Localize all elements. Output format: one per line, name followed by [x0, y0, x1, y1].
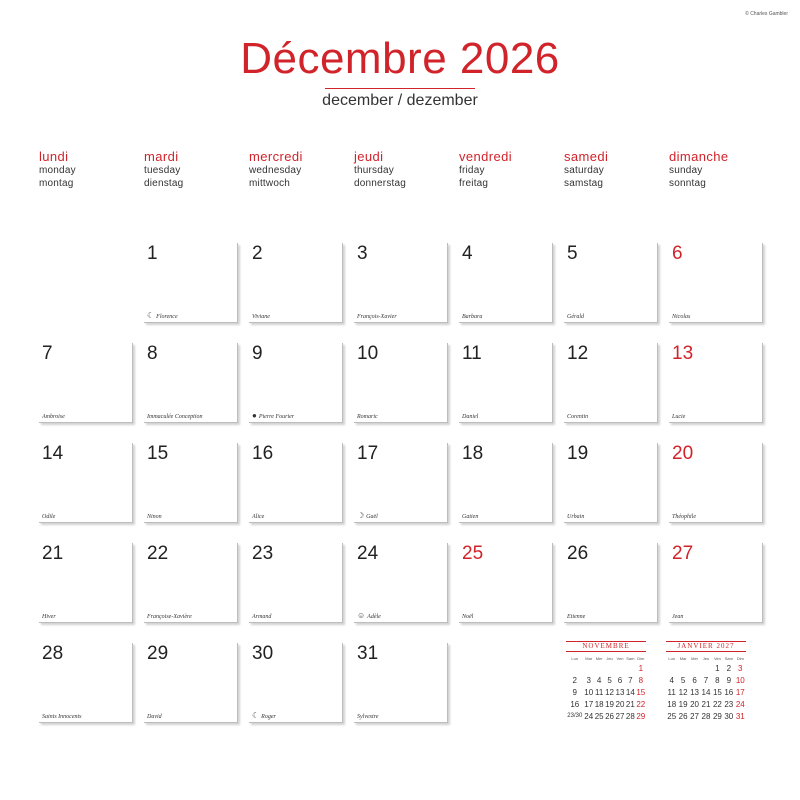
mini-day: 14 [701, 687, 711, 697]
saint-label: Daniel [462, 414, 479, 420]
saint-label: Gaël [366, 514, 378, 520]
day-cell[interactable] [354, 343, 448, 423]
day-cell[interactable] [459, 443, 553, 523]
day-cell[interactable] [669, 343, 763, 423]
saint-label: Françoise-Xavière [147, 614, 192, 620]
day-cell[interactable] [354, 243, 448, 323]
saint-name [147, 714, 162, 720]
weekday-en: friday [459, 165, 485, 176]
mini-day: 30 [724, 711, 734, 721]
day-cell[interactable] [249, 443, 343, 523]
saint-name [357, 511, 378, 520]
mini-day [566, 662, 584, 674]
day-cell[interactable] [249, 343, 343, 423]
day-number: 4 [462, 243, 473, 264]
mini-day: 21 [701, 699, 711, 709]
saint-name [672, 614, 683, 620]
day-cell[interactable] [354, 543, 448, 623]
moon-phase-icon: ☺ [357, 611, 366, 620]
weekday-de: sonntag [669, 178, 706, 189]
weekday-fr: lundi [39, 149, 69, 164]
saint-label: Corentin [567, 414, 589, 420]
saint-label: Gatien [462, 514, 479, 520]
mini-day: 25 [594, 711, 604, 721]
mini-weekday: Dim [637, 655, 645, 661]
moon-phase-icon: ☾ [252, 711, 260, 720]
saint-name [252, 314, 270, 320]
saint-name [462, 414, 478, 420]
page-subtitle: december / dezember [322, 92, 478, 109]
day-cell[interactable] [39, 643, 133, 723]
day-number: 11 [462, 343, 482, 364]
mini-day: 31 [735, 711, 745, 721]
saint-label: Urbain [567, 514, 585, 520]
day-number: 20 [672, 443, 694, 464]
day-number: 17 [357, 443, 379, 464]
saint-name [462, 314, 482, 320]
weekday-header-friday [459, 150, 559, 190]
moon-phase-icon: ☽ [357, 511, 365, 520]
page-title: Décembre 2026 [240, 34, 560, 83]
saint-name [252, 711, 276, 720]
weekday-header-sunday [669, 150, 769, 190]
saint-name [252, 614, 271, 620]
mini-day: 17 [584, 699, 594, 709]
weekday-fr: samedi [564, 149, 609, 164]
mini-day: 2 [572, 675, 577, 685]
weekday-en: saturday [564, 165, 604, 176]
copyright-notice: © Charles Gambler [745, 11, 788, 17]
weekday-fr: vendredi [459, 149, 513, 164]
title-underline [325, 88, 475, 89]
mini-day: 5 [680, 675, 686, 685]
weekday-de: montag [39, 178, 74, 189]
mini-day: 21 [625, 699, 635, 709]
mini-day: 28 [701, 711, 711, 721]
mini-day [700, 662, 711, 674]
mini-day: 12 [605, 687, 615, 697]
saint-label: Hiver [42, 614, 56, 620]
mini-weekday: Sam [626, 655, 635, 661]
saint-label: Romaric [357, 414, 378, 420]
mini-day: 26 [605, 711, 615, 721]
mini-day: 29 [712, 711, 722, 721]
weekday-header-thursday [354, 150, 454, 190]
day-cell[interactable] [669, 543, 763, 623]
weekday-fr: mardi [144, 149, 179, 164]
day-cell[interactable] [249, 643, 343, 723]
day-number: 5 [567, 243, 578, 264]
mini-calendar-previous [566, 641, 646, 722]
saint-label: Alice [252, 514, 265, 520]
mini-weekday: Jeu [702, 655, 710, 661]
day-number: 28 [42, 643, 64, 664]
day-cell[interactable] [354, 443, 448, 523]
saint-name [567, 414, 588, 420]
weekday-en: monday [39, 165, 76, 176]
day-number: 18 [462, 443, 484, 464]
mini-day: 8 [715, 675, 720, 685]
day-number: 7 [42, 343, 53, 364]
mini-weekday: Dim [736, 655, 744, 661]
mini-day: 12 [678, 687, 688, 697]
mini-day [615, 662, 625, 674]
mini-day: 24 [584, 711, 594, 721]
saint-label: Jean [672, 614, 684, 620]
saint-label: Adèle [367, 614, 381, 620]
saint-name [672, 514, 696, 520]
mini-day: 22 [712, 699, 722, 709]
mini-calendar-next [666, 641, 746, 722]
day-number: 24 [357, 543, 379, 564]
day-number: 1 [147, 243, 158, 264]
day-number: 3 [357, 243, 368, 264]
mini-weekday: Lun [668, 655, 676, 661]
day-number: 15 [147, 443, 169, 464]
mini-day [625, 662, 635, 674]
mini-day: 27 [690, 711, 699, 721]
mini-weekday: Jeu [606, 655, 613, 661]
mini-calendar-table [566, 654, 646, 722]
mini-day: 13 [690, 687, 699, 697]
mini-day [594, 662, 604, 674]
day-cell[interactable] [354, 643, 448, 723]
saint-label: Barbara [462, 314, 483, 320]
mini-day: 11 [595, 687, 604, 697]
mini-day: 16 [724, 687, 734, 697]
mini-day: 20 [615, 699, 625, 709]
saint-label: David [147, 714, 162, 720]
day-number: 12 [567, 343, 589, 364]
saint-name [357, 314, 397, 320]
day-number: 10 [357, 343, 379, 364]
mini-day: 29 [636, 711, 646, 721]
day-cell[interactable] [564, 543, 658, 623]
saint-label: Lucie [672, 414, 686, 420]
saint-name [252, 514, 264, 520]
saint-label: Florence [156, 314, 178, 320]
mini-day: 11 [667, 687, 676, 697]
day-number: 23 [252, 543, 274, 564]
saint-label: Ambroise [42, 414, 65, 420]
mini-day [666, 662, 677, 674]
day-number: 31 [357, 643, 379, 664]
weekday-header-wednesday [249, 150, 349, 190]
mini-day: 27 [615, 711, 625, 721]
weekday-header-monday [39, 150, 139, 190]
mini-calendar-title: NOVEMBRE [566, 641, 646, 652]
weekday-en: wednesday [249, 165, 302, 176]
day-number: 14 [42, 443, 64, 464]
mini-day: 9 [726, 675, 732, 685]
saint-label: Armand [252, 614, 272, 620]
weekday-en: sunday [669, 165, 703, 176]
moon-phase-icon: ● [252, 411, 257, 420]
saint-label: Nicolas [672, 314, 691, 320]
mini-day: 28 [625, 711, 635, 721]
saint-name [567, 514, 584, 520]
day-number: 29 [147, 643, 169, 664]
mini-calendar-table [666, 654, 746, 722]
saint-name [42, 414, 65, 420]
mini-weekday: Ven [616, 655, 624, 661]
mini-weekday: Mar [679, 655, 687, 661]
mini-day: 16 [570, 699, 580, 709]
weekday-fr: mercredi [249, 149, 303, 164]
day-number: 30 [252, 643, 274, 664]
saint-name [42, 514, 55, 520]
mini-day: 6 [692, 675, 697, 685]
day-cell[interactable] [144, 643, 238, 723]
mini-day: 14 [625, 687, 635, 697]
mini-day: 8 [638, 675, 644, 685]
day-cell[interactable] [459, 343, 553, 423]
day-number: 21 [42, 543, 64, 564]
mini-day: 25 [667, 711, 677, 721]
day-cell[interactable] [144, 243, 238, 323]
saint-label: François-Xavier [357, 314, 397, 320]
saint-label: Sylvestre [357, 714, 379, 720]
saint-name [357, 714, 378, 720]
weekday-de: donnerstag [354, 178, 407, 189]
saint-label: Gérald [567, 314, 584, 320]
mini-day [604, 662, 614, 674]
mini-day: 20 [690, 699, 699, 709]
day-number: 9 [252, 343, 263, 364]
saint-name [567, 614, 585, 620]
weekday-de: freitag [459, 178, 489, 189]
mini-day: 5 [607, 675, 612, 685]
day-cell[interactable] [459, 243, 553, 323]
saint-name [462, 514, 478, 520]
weekday-en: thursday [354, 165, 394, 176]
day-cell[interactable] [249, 543, 343, 623]
saint-label: Viviane [252, 314, 270, 320]
saint-label: Immaculée Conception [147, 414, 203, 420]
day-number: 26 [567, 543, 589, 564]
mini-weekday: Mer [595, 655, 603, 661]
weekday-header-tuesday [144, 150, 244, 190]
day-number: 8 [147, 343, 158, 364]
mini-weekday: Ven [713, 655, 721, 661]
weekday-fr: jeudi [354, 149, 384, 164]
weekday-en: tuesday [144, 165, 181, 176]
mini-day: 1 [715, 663, 720, 673]
mini-day: 3 [586, 675, 591, 685]
saint-name [462, 614, 473, 620]
mini-day: 7 [628, 675, 633, 685]
mini-day: 17 [735, 687, 745, 697]
mini-weekday: Mar [585, 655, 593, 661]
mini-day: 10 [735, 675, 745, 685]
day-cell[interactable] [39, 443, 133, 523]
mini-day: 9 [572, 687, 577, 697]
saint-name [567, 314, 584, 320]
moon-phase-icon: ☾ [147, 311, 155, 320]
mini-day: 1 [638, 663, 644, 673]
saint-name [252, 411, 294, 420]
saint-name [147, 514, 162, 520]
saint-label: Pierre Fourier [258, 414, 295, 420]
day-cell[interactable] [459, 543, 553, 623]
weekday-de: samstag [564, 178, 604, 189]
saint-name [672, 314, 690, 320]
mini-day: 6 [617, 675, 623, 685]
mini-day: 3 [738, 663, 743, 673]
weekday-header-saturday [564, 150, 664, 190]
day-number: 19 [567, 443, 589, 464]
mini-weekday: Lun [571, 655, 579, 661]
mini-day: 2 [726, 663, 732, 673]
saint-label: Roger [261, 714, 276, 720]
day-number: 25 [462, 543, 484, 564]
mini-day: 22 [636, 699, 646, 709]
mini-day: 13 [615, 687, 625, 697]
mini-day: 4 [596, 675, 602, 685]
weekday-de: dienstag [144, 178, 184, 189]
mini-day: 24 [735, 699, 745, 709]
mini-day [689, 662, 700, 674]
day-number: 22 [147, 543, 169, 564]
day-cell[interactable] [669, 443, 763, 523]
mini-day: 23 [724, 699, 734, 709]
saint-label: Ninon [147, 514, 162, 520]
day-number: 27 [672, 543, 694, 564]
mini-day [677, 662, 688, 674]
day-cell[interactable] [669, 243, 763, 323]
saint-name [42, 714, 82, 720]
mini-day: 26 [678, 711, 688, 721]
saint-name [672, 414, 685, 420]
saint-label: Théophile [672, 514, 696, 520]
mini-day: 19 [678, 699, 688, 709]
weekday-fr: dimanche [669, 149, 729, 164]
day-number: 6 [672, 243, 683, 264]
day-cell[interactable] [39, 543, 133, 623]
day-cell[interactable] [144, 543, 238, 623]
mini-day: 18 [594, 699, 604, 709]
saint-label: Etienne [567, 614, 586, 620]
mini-day [584, 662, 594, 674]
mini-day: 18 [667, 699, 677, 709]
day-cell[interactable] [39, 343, 133, 423]
saint-name [147, 311, 178, 320]
mini-day: 23/30 [567, 713, 583, 719]
mini-weekday: Sam [724, 655, 733, 661]
weekday-de: mittwoch [249, 178, 291, 189]
saint-name [147, 614, 192, 620]
saint-label: Noël [462, 614, 474, 620]
saint-label: Odile [42, 514, 56, 520]
mini-day: 19 [605, 699, 615, 709]
mini-day: 15 [636, 687, 646, 697]
mini-day: 4 [669, 675, 674, 685]
day-number: 2 [252, 243, 263, 264]
day-cell[interactable] [144, 443, 238, 523]
mini-calendar-title: JANVIER 2027 [666, 641, 746, 652]
mini-day: 10 [584, 687, 594, 697]
mini-weekday: Mer [691, 655, 698, 661]
saint-name [357, 611, 381, 620]
day-cell[interactable] [564, 343, 658, 423]
day-number: 16 [252, 443, 274, 464]
saint-name [42, 614, 56, 620]
saint-name [357, 414, 378, 420]
day-cell[interactable] [144, 343, 238, 423]
day-cell[interactable] [249, 243, 343, 323]
mini-day: 15 [712, 687, 722, 697]
saint-name [147, 414, 202, 420]
saint-label: Saints Innocents [42, 714, 82, 720]
day-cell[interactable] [564, 443, 658, 523]
day-number: 13 [672, 343, 694, 364]
day-cell[interactable] [564, 243, 658, 323]
mini-day: 7 [703, 675, 709, 685]
